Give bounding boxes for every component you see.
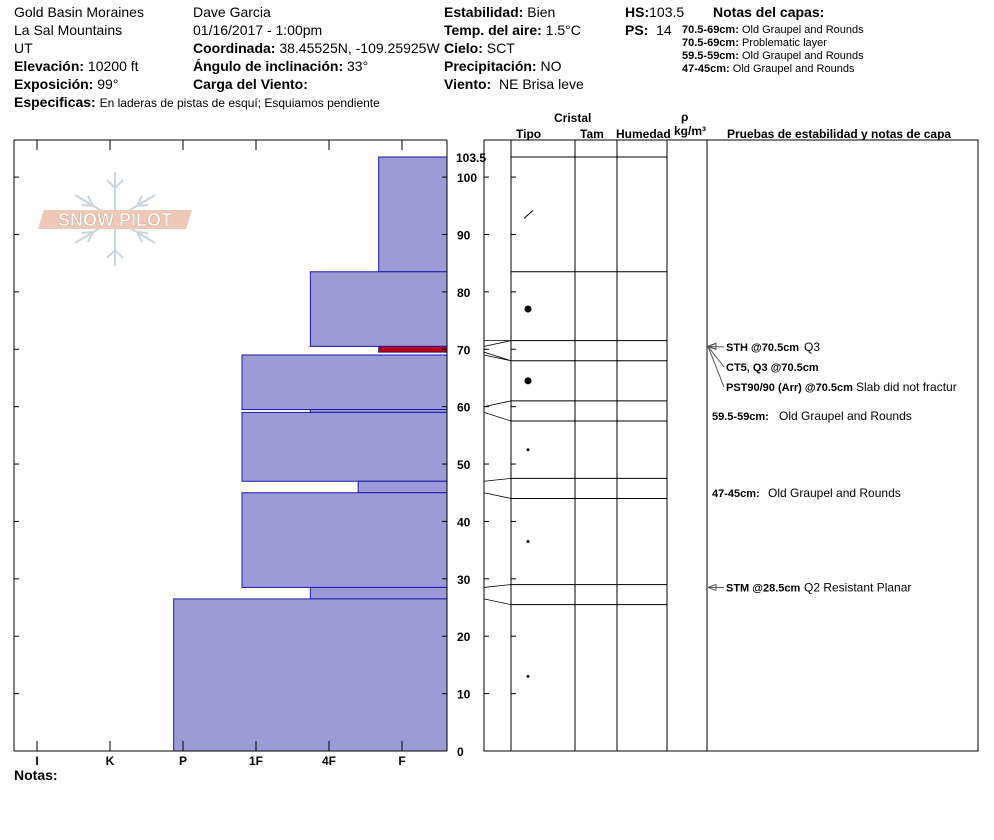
- y-tick-label: 50: [457, 458, 471, 473]
- x-tick-label: K: [105, 754, 115, 768]
- layer-note-text: Old Graupel and Rounds: [732, 63, 855, 75]
- y-top-label: 103.5: [456, 151, 487, 165]
- slope-value: 33°: [347, 58, 369, 74]
- elevation-label: Elevación:: [14, 58, 85, 74]
- range-name: La Sal Mountains: [14, 22, 123, 38]
- ps-value: 14: [656, 22, 672, 38]
- test-label: STM @28.5cm: [726, 582, 801, 595]
- coord-label: Coordinada:: [193, 40, 276, 56]
- grain-slash: [524, 210, 533, 218]
- observation-datetime: 01/16/2017 - 1:00pm: [193, 22, 323, 38]
- elevation-value: 10200 ft: [87, 58, 139, 74]
- test-label: CT5, Q3 @70.5cm: [726, 362, 819, 374]
- density-unit: kg/m³: [674, 124, 707, 138]
- grain-dot: [527, 675, 530, 678]
- layer-notes-title: Notas del capas:: [713, 4, 825, 20]
- hardness-bar: [310, 272, 447, 347]
- test-note: Q3: [804, 340, 821, 354]
- precip-label: Precipitación:: [444, 58, 537, 74]
- y-tick-label: 90: [457, 228, 471, 243]
- y-tick-label: 80: [457, 285, 471, 300]
- layer-note-range: 59.5-59cm:: [682, 50, 739, 62]
- x-tick-label: F: [398, 754, 406, 768]
- grain-dot: [525, 306, 532, 313]
- layer-connector: [484, 341, 511, 347]
- slope-label: Ángulo de inclinación:: [193, 58, 344, 74]
- specifics-value: En laderas de pistas de esquí; Esquiamos pendiente: [99, 96, 380, 110]
- profile-frame: [484, 140, 978, 751]
- stability-value: Bien: [527, 4, 556, 20]
- logo-text: SNOW PILOT: [58, 210, 172, 230]
- state-name: UT: [14, 40, 33, 56]
- ps-label: PS:: [625, 22, 649, 38]
- test-label: PST90/90 (Arr) @70.5cm: [726, 382, 853, 394]
- specifics-label: Especificas:: [14, 94, 96, 110]
- x-tick-label: P: [178, 754, 188, 768]
- layer-annotation-note: Old Graupel and Rounds: [779, 409, 912, 423]
- layer-note-text: Old Graupel and Rounds: [741, 50, 864, 62]
- coord-value: 38.45525N, -109.25925W: [279, 40, 440, 56]
- layer-annotation-label: 59.5-59cm:: [712, 411, 769, 423]
- wind-value: NE Brisa leve: [498, 76, 584, 92]
- layer-connector: [484, 493, 511, 499]
- layer-note-text: Old Graupel and Rounds: [741, 24, 864, 36]
- notes-label: Notas:: [14, 767, 58, 783]
- y-tick-label: 30: [457, 572, 471, 587]
- size-header: Tam: [580, 127, 604, 141]
- y-tick-label: 40: [457, 515, 471, 530]
- x-tick-label: 1F: [248, 754, 264, 768]
- density-symbol: ρ: [681, 110, 689, 124]
- hardness-bar: [310, 587, 447, 598]
- test-note: Q2 Resistant Planar: [804, 580, 912, 595]
- x-tick-label: I: [35, 754, 39, 768]
- precip-value: NO: [540, 58, 562, 74]
- stability-label: Estabilidad:: [444, 4, 524, 20]
- layer-note-range: 47-45cm:: [682, 63, 730, 75]
- sky-value: SCT: [486, 40, 515, 56]
- layer-note-range: 70.5-69cm:: [682, 37, 739, 49]
- sky-label: Cielo:: [444, 40, 483, 56]
- hardness-bar: [242, 493, 447, 588]
- wind-label: Viento:: [444, 76, 492, 92]
- crystal-header: Cristal: [554, 111, 592, 125]
- grain-dot: [527, 540, 530, 543]
- layer-connector: [484, 599, 511, 605]
- location-name: Gold Basin Moraines: [14, 4, 144, 20]
- grain-dot: [527, 448, 530, 451]
- air-temp-value: 1.5°C: [545, 22, 581, 38]
- x-tick-label: 4F: [321, 754, 337, 768]
- test-pointer: [708, 346, 724, 387]
- test-note: Slab did not fractur: [856, 380, 957, 394]
- test-label: STH @70.5cm: [726, 342, 800, 354]
- y-tick-label: 70: [457, 343, 471, 358]
- air-temp-label: Temp. del aire:: [444, 22, 542, 38]
- layer-connector: [484, 352, 511, 361]
- layer-connector: [484, 478, 511, 481]
- hs-value: 103.5: [649, 4, 685, 20]
- snowpilot-logo: [38, 172, 192, 266]
- layer-connector: [484, 401, 511, 407]
- y-tick-label: 20: [457, 630, 471, 645]
- grain-dot: [525, 377, 532, 384]
- layer-note-text: Problematic layer: [741, 37, 827, 49]
- layer-note-range: 70.5-69cm:: [682, 24, 739, 36]
- observer-name: Dave Garcia: [193, 4, 271, 20]
- y-tick-label: 10: [457, 687, 471, 702]
- hardness-bar: [174, 599, 447, 751]
- y-tick-label: 60: [457, 400, 471, 415]
- moisture-header: Humedad: [616, 127, 671, 141]
- hardness-bar: [358, 481, 447, 492]
- hs-label: HS:: [625, 4, 650, 20]
- layer-annotation-label: 47-45cm:: [712, 488, 760, 500]
- hardness-bar: [242, 412, 447, 481]
- layer-connector: [484, 585, 511, 588]
- exposure-label: Exposición:: [14, 76, 94, 92]
- tests-header: Pruebas de estabilidad y notas de capa: [727, 127, 952, 141]
- hardness-bar: [242, 355, 447, 410]
- layer-annotation-note: Old Graupel and Rounds: [768, 486, 901, 500]
- y-tick-label: 0: [457, 745, 464, 759]
- layer-connector: [484, 412, 511, 421]
- wind-loading-label: Carga del Viento:: [193, 76, 308, 92]
- type-header: Tipo: [516, 127, 542, 141]
- hardness-bar: [379, 346, 447, 352]
- layer-connector: [484, 355, 511, 361]
- hardness-bar: [379, 157, 447, 272]
- y-tick-label: 100: [457, 171, 478, 186]
- exposure-value: 99°: [97, 76, 119, 92]
